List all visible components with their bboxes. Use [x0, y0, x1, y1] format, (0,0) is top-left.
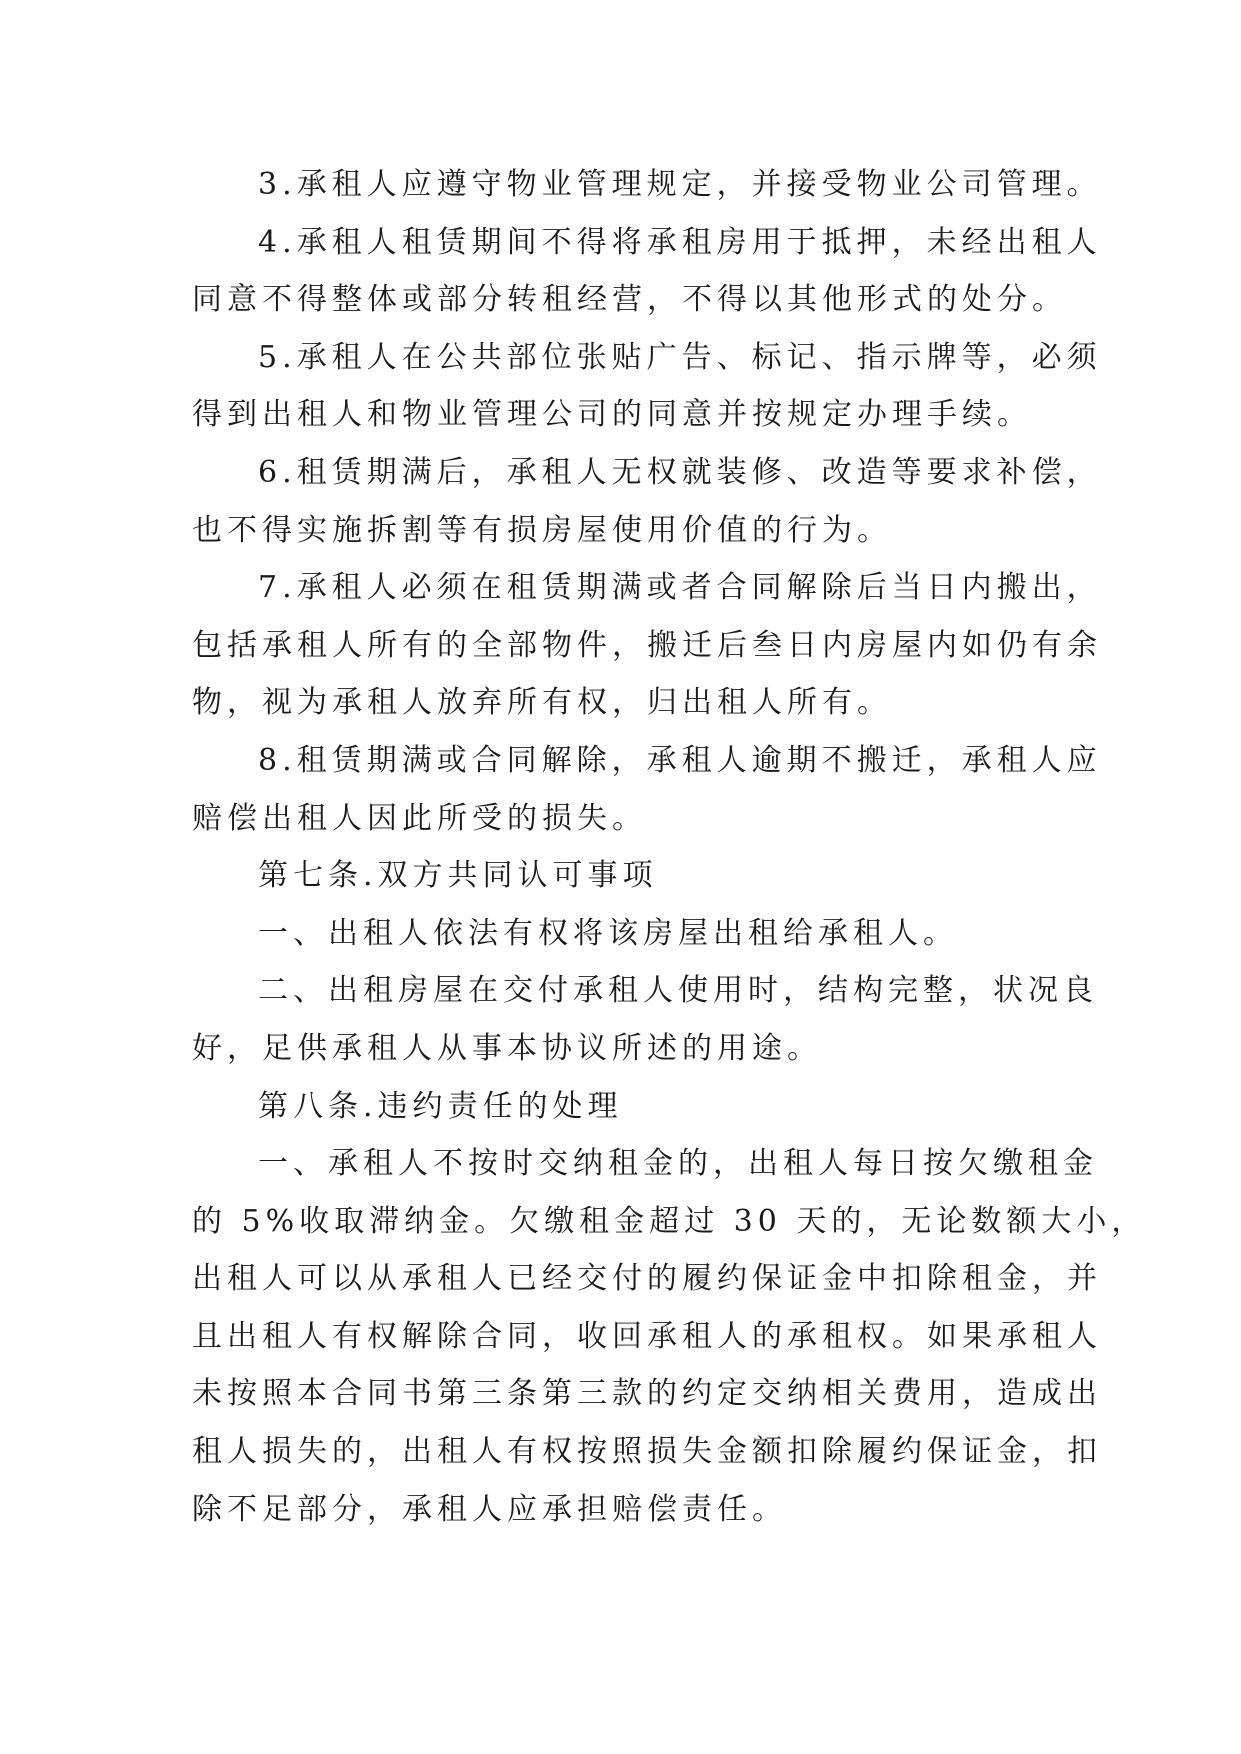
- text-line: 出租人可以从承租人已经交付的履约保证金中扣除租金，并: [192, 1261, 1102, 1297]
- text-line: 二、出租房屋在交付承租人使用时，结构完整，状况良: [258, 973, 1098, 1009]
- paragraph-breach-item-1: [192, 1135, 1147, 1538]
- paragraph-clause-3: [192, 156, 1102, 214]
- text-line: 3.承租人应遵守物业管理规定，并接受物业公司管理。: [258, 167, 1102, 202]
- text-line: 得到出租人和物业管理公司的同意并按规定办理手续。: [192, 397, 1032, 433]
- text-line: 8.租赁期满或合同解除，承租人逾期不搬迁，承租人应: [258, 742, 1102, 778]
- paragraph-clause-5: [192, 329, 1102, 444]
- paragraph-clause-7: [192, 559, 1102, 732]
- paragraph-clause-4: [192, 214, 1102, 329]
- document-body: [192, 156, 1147, 1538]
- text-line: 未按照本合同书第三条第三款的约定交纳相关费用，造成出: [192, 1376, 1102, 1412]
- heading-text: 第七条.双方共同认可事项: [258, 858, 658, 894]
- text-line: 好，足供承租人从事本协议所述的用途。: [192, 1030, 822, 1066]
- text-line: 7.承租人必须在租赁期满或者合同解除后当日内搬出，: [258, 570, 1102, 606]
- heading-text: 第八条.违约责任的处理: [258, 1088, 623, 1124]
- text-line: 赔偿出租人因此所受的损失。: [192, 800, 647, 836]
- text-line: 6.租赁期满后，承租人无权就装修、改造等要求补偿，: [258, 454, 1102, 490]
- text-line: 一、出租人依法有权将该房屋出租给承租人。: [258, 915, 958, 951]
- paragraph-clause-6: [192, 444, 1102, 559]
- text-line: 的 5%收取滞纳金。欠缴租金超过 30 天的，无论数额大小，: [192, 1203, 1147, 1239]
- section-heading-article-8: [192, 1078, 1062, 1136]
- text-line: 4.承租人租赁期间不得将承租房用于抵押，未经出租人: [258, 224, 1102, 260]
- text-line: 除不足部分，承租人应承担赔偿责任。: [192, 1491, 787, 1527]
- text-line: 包括承租人所有的全部物件，搬迁后叁日内房屋内如仍有余: [192, 627, 1102, 663]
- section-heading-article-7: [192, 847, 1062, 905]
- paragraph-item-2: [192, 962, 1098, 1077]
- text-line: 物，视为承租人放弃所有权，归出租人所有。: [192, 685, 892, 721]
- paragraph-item-1: [192, 905, 1062, 963]
- text-line: 5.承租人在公共部位张贴广告、标记、指示牌等，必须: [258, 339, 1102, 375]
- text-line: 同意不得整体或部分转租经营，不得以其他形式的处分。: [192, 282, 1067, 318]
- text-line: 一、承租人不按时交纳租金的，出租人每日按欠缴租金: [258, 1146, 1098, 1182]
- paragraph-clause-8: [192, 732, 1102, 847]
- text-line: 租人损失的，出租人有权按照损失金额扣除履约保证金，扣: [192, 1434, 1102, 1470]
- text-line: 也不得实施拆割等有损房屋使用价值的行为。: [192, 512, 892, 548]
- text-line: 且出租人有权解除合同，收回承租人的承租权。如果承租人: [192, 1318, 1102, 1354]
